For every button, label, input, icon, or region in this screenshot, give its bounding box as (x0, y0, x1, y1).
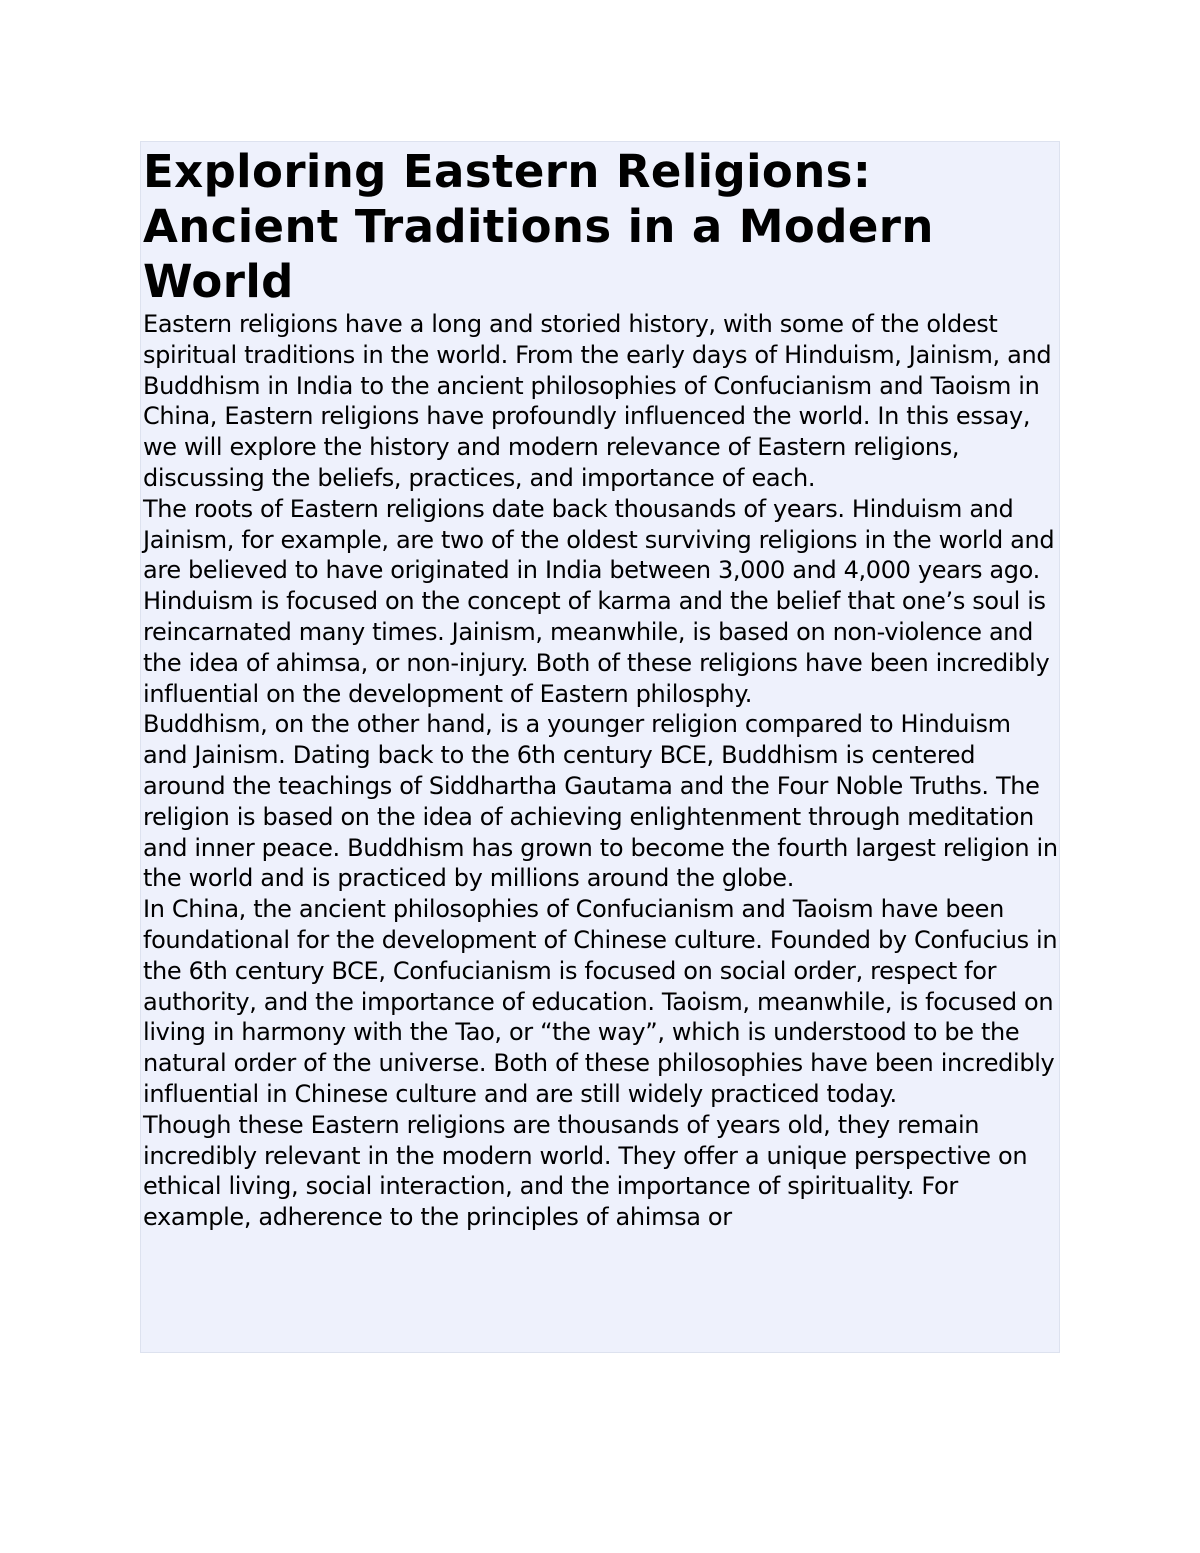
document-title: Exploring Eastern Religions: Ancient Traditions in a Modern World (143, 145, 934, 308)
paragraph-buddhism: Buddhism, on the other hand, is a younger religion compared to Hinduism and Jainism. Dating back to the 6th century BCE, Buddhism is centered around the teachings of Siddhartha Gautama and the Four Noble Truths. The religion is based on the idea of achieving enlightenment through meditation and inner peace. Buddhism has grown to become the fourth largest religion in the world and is practiced by millions around the globe. (143, 710, 1058, 893)
paragraph-modern-relevance: Though these Eastern religions are thousands of years old, they remain incredibly relevant in the modern world. They offer a unique perspective on ethical living, social interaction, and the importance of spirituality. For example, adherence to the principles of ahimsa or (143, 1110, 1028, 1232)
paragraph-roots: The roots of Eastern religions date back thousands of years. Hinduism and Jainism, for example, are two of the oldest surviving religions in the world and are believed to have originated in India between 3,000 and 4,000 years ago. Hinduism is focused on the concept of karma and the belief that one’s soul is reincarnated many times. Jainism, meanwhile, is based on non-violence and the idea of ahimsa, or non-injury. Both of these religions have been incredibly influential on the development of Eastern philosphy. (143, 494, 1055, 708)
document-content (140, 141, 1060, 1353)
paragraph-china: In China, the ancient philosophies of Confucianism and Taoism have been foundational for the development of Chinese culture. Founded by Confucius in the 6th century BCE, Confucianism is focused on social order, respect for authority, and the importance of education. Taoism, meanwhile, is focused on living in harmony with the Tao, or “the way”, which is understood to be the natural order of the universe. Both of these philosophies have been incredibly influential in Chinese culture and are still widely practiced today. (143, 895, 1058, 1108)
paragraph-intro: Eastern religions have a long and storied history, with some of the oldest spiritual traditions in the world. From the early days of Hinduism, Jainism, and Buddhism in India to the ancient philosophies of Confucianism and Taoism in China, Eastern religions have profoundly influenced the world. In this essay, we will explore the history and modern relevance of Eastern religions, discussing the beliefs, practices, and importance of each. (143, 310, 1052, 492)
